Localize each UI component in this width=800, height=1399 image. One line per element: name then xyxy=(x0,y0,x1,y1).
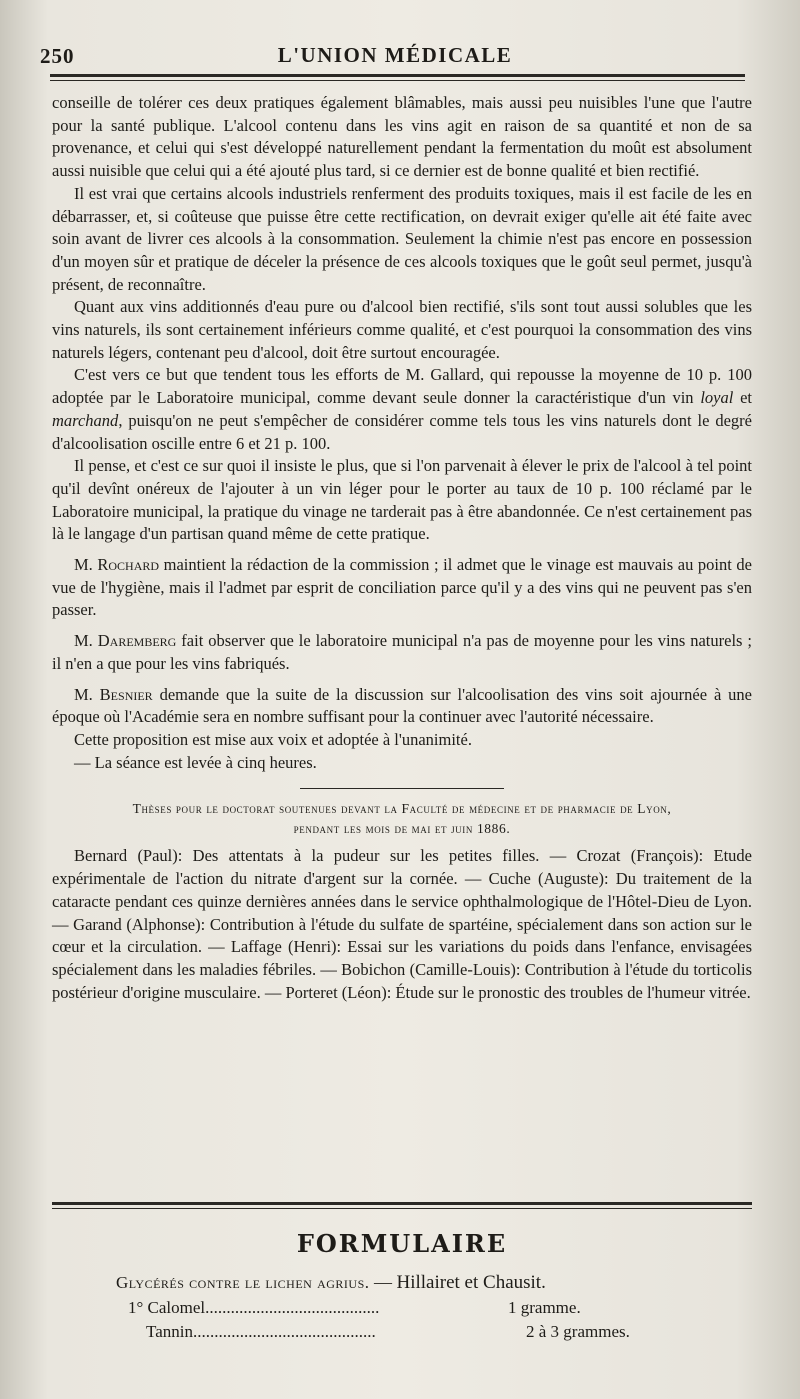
speaker-name: M. Besnier xyxy=(74,684,153,704)
formula-authors: Hillairet et Chausit. xyxy=(396,1272,546,1293)
speaker-name: M. Daremberg xyxy=(74,631,177,651)
paragraph-rochard: M. Rochard maintient la rédaction de la commission ; il admet que le vinage est mauvais au point de vue de l'hygiène, mais il l'admet par esprit de conciliation parce qu'il y a des vins qui ne peuvent pas s'en passer. xyxy=(52,555,752,620)
ingredient-name: 1° Calomel......................................... xyxy=(128,1298,380,1317)
italic-marchand: marchand xyxy=(52,410,119,430)
header-rule xyxy=(50,74,745,81)
paragraph-vote: Cette proposition est mise aux voix et adoptée à l'unanimité. xyxy=(74,729,472,749)
paragraph-1: conseille de tolérer ces deux pratiques également blâmables, mais aussi peu nuisibles l'une que l'autre pour la santé publique. L'alcool contenu dans les vins agit en raison de sa quantité et non de sa provenance, et celui qui s'est développé naturellement pendant la fermentation du moût est absolument aussi nuisible que celui qui a été ajouté plus tard, si ce dernier est de bonne qualité et bien rectifié. xyxy=(52,93,752,181)
paragraph-besnier: M. Besnier demande que la suite de la discussion sur l'alcoolisation des vins soit ajournée à une époque où l'Académie sera en nombre suffisant pour la continuer avec l'autorité nécessaire. xyxy=(52,684,752,727)
page-number: 250 xyxy=(40,44,75,68)
paragraph-3: Quant aux vins additionnés d'eau pure ou d'alcool bien rectifié, s'ils sont tout aussi solubles que les vins naturels, ils sont certainement inférieurs comme qualité, et c'est pourquoi la consommation des vins naturels légers, contenant peu d'alcool, doit être surtout encouragée. xyxy=(52,297,752,362)
paragraph-5: Il pense, et c'est ce sur quoi il insiste le plus, que si l'on parvenait à élever le prix de l'alcool à tel point qu'il devînt onéreux de l'ajouter à un vin léger pour le porter au taux de 10 p. 100 réclamé par le Laboratoire municipal, la pratique du vinage ne tarderait pas à être abandonnée. Ce n'est certainement pas là le langage d'un partisan quand même de cette pratique. xyxy=(52,456,752,544)
ingredient-quantity: 1 gramme. xyxy=(508,1298,581,1317)
paragraph-4: C'est vers ce but que tendent tous les efforts de M. Gallard, qui repousse la moyenne de 10 p. 100 adoptée par le Laboratoire municipal, comme devant seule donner la caractéristique d'un vin loyal et marchand, puisqu'on ne peut s'empêcher de considérer comme tels tous les vins naturels dont le degré d'alcoolisation oscille entre 6 et 21 p. 100. xyxy=(52,365,752,453)
page-header xyxy=(40,40,750,70)
paragraph-closing: — La séance est levée à cinq heures. xyxy=(74,752,317,772)
section-divider xyxy=(300,788,504,789)
speaker-name: M. Rochard xyxy=(74,555,160,575)
paragraph-2: Il est vrai que certains alcools industriels renferment des produits toxiques, mais il est facile de les en débarrasser, et, si coûteuse que puisse être cette rectification, on devrait exiger qu'elle ait été faite avec soin avant de livrer ces alcools à la consommation. Seulement la chimie n'est pas encore en possession d'un moyen sûr et pratique de déceler la présence de ces alcools toxiques que le goût seul permet, jusqu'à présent, de reconnaître. xyxy=(52,183,752,294)
theses-text: Bernard (Paul): Des attentats à la pudeur sur les petites filles. — Crozat (François): Etude expérimentale de l'action du nitrate d'argent sur la cornée. — Cuche (Auguste): Du traitement de la cataracte pendant ces quinze dernières années dans le service ophthalmologique de l'Hôtel-Dieu de Lyon. — Garand (Alphonse): Contribution à l'étude du sulfate de spartéine, spécialement dans son action sur le cœur et la circulation. — Laffage (Henri): Essai sur les variations du poids dans l'enfance, envisagées spécialement dans les maladies fébriles. — Bobichon (Camille-Louis): Contribution à l'étude du torticolis postérieur d'origine musculaire. — Porteret (Léon): Étude sur le pronostic des troubles de l'humeur vitrée. xyxy=(52,846,752,1002)
theses-heading: Thèses pour le doctorat soutenues devant la Faculté de médecine et de pharmacie de Lyon, pendant les mois de mai et juin 1886. xyxy=(132,801,672,837)
formulaire-rule xyxy=(52,1202,752,1205)
italic-loyal: loyal xyxy=(700,388,734,408)
formula-heading: Glycérés contre le lichen agrius. — Hillairet et Chausit. xyxy=(116,1272,546,1293)
theses-list xyxy=(52,845,752,1004)
formulaire-section xyxy=(52,1202,752,1342)
ingredient-row xyxy=(52,1322,752,1342)
ingredient-quantity: 2 à 3 grammes. xyxy=(526,1322,630,1341)
article-body xyxy=(52,92,752,1004)
ingredient-name: Tannin........................................... xyxy=(146,1322,376,1341)
paragraph-daremberg: M. Daremberg fait observer que le laboratoire municipal n'a pas de moyenne pour les vins naturels ; il n'en a que pour les vins fabriqués. xyxy=(52,631,752,673)
formulaire-title: FORMULAIRE xyxy=(296,1229,508,1258)
formula-name: Glycérés contre le lichen agrius. xyxy=(116,1273,370,1292)
ingredient-row xyxy=(52,1298,752,1318)
running-title: L'UNION MÉDICALE xyxy=(277,43,513,67)
